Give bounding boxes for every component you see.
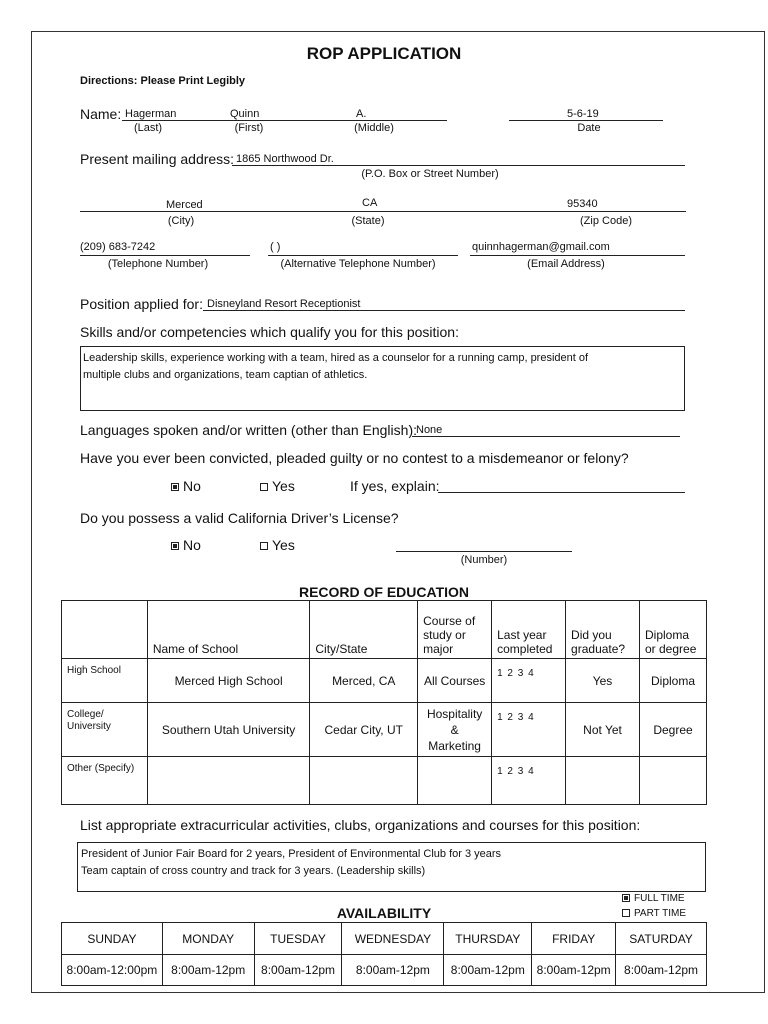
city-caption: (City) xyxy=(167,215,195,227)
form-title: ROP APPLICATION xyxy=(306,44,462,63)
row-diploma[interactable]: Degree xyxy=(640,703,707,757)
email-line xyxy=(470,255,685,256)
address-label: Present mailing address: xyxy=(80,151,235,167)
table-row xyxy=(62,659,707,703)
availability-table xyxy=(61,922,707,986)
license-no-option[interactable] xyxy=(171,537,201,553)
row-graduate[interactable]: Not Yet xyxy=(566,703,640,757)
date-value[interactable]: 5-6-19 xyxy=(567,108,599,120)
course-header: Course of study or major xyxy=(418,601,492,659)
conviction-no-option[interactable] xyxy=(171,478,201,494)
school-header: Name of School xyxy=(147,601,310,659)
license-no-checkbox[interactable] xyxy=(171,542,179,550)
day-header: FRIDAY xyxy=(532,923,616,955)
row-course[interactable]: Hospitality & Marketing xyxy=(418,703,492,757)
table-row xyxy=(62,757,707,805)
activities-line-2: Team captain of cross country and track for 3 years. (Leadership skills) xyxy=(81,865,426,877)
conviction-yes-checkbox[interactable] xyxy=(260,483,268,491)
position-label: Position applied for: xyxy=(80,296,203,312)
row-school[interactable]: Southern Utah University xyxy=(147,703,310,757)
row-years[interactable] xyxy=(492,703,566,757)
city-header: City/State xyxy=(310,601,418,659)
row-years[interactable] xyxy=(492,659,566,703)
street-line xyxy=(232,165,685,166)
date-caption: Date xyxy=(577,122,601,134)
year-header: Last year completed xyxy=(492,601,566,659)
conviction-no-checkbox[interactable] xyxy=(171,483,179,491)
hours-cell[interactable]: 8:00am-12pm xyxy=(616,955,707,986)
row-years-text: 1 2 3 4 xyxy=(497,668,535,679)
row-level: Other (Specify) xyxy=(62,757,148,805)
conviction-question: Have you ever been convicted, pleaded guilty or no contest to a misdemeanor or felony? xyxy=(80,450,629,466)
alt-phone-line xyxy=(268,255,458,256)
row-diploma[interactable]: Diploma xyxy=(640,659,707,703)
row-diploma[interactable] xyxy=(640,757,707,805)
activities-textbox[interactable] xyxy=(77,842,706,892)
skills-textbox[interactable] xyxy=(80,346,685,411)
directions-text: Directions: Please Print Legibly xyxy=(80,75,246,87)
position-line xyxy=(203,310,685,311)
languages-label: Languages spoken and/or written (other than English): xyxy=(80,422,417,438)
row-level: College/ University xyxy=(62,703,148,757)
name-label: Name: xyxy=(80,106,122,122)
email-value[interactable]: quinnhagerman@gmail.com xyxy=(472,241,610,253)
license-number-caption: (Number) xyxy=(460,554,508,566)
row-years-text: 1 2 3 4 xyxy=(497,766,535,777)
row-graduate[interactable] xyxy=(566,757,640,805)
education-table xyxy=(61,600,707,805)
street-caption: (P.O. Box or Street Number) xyxy=(361,168,499,180)
hours-cell[interactable]: 8:00am-12pm xyxy=(254,955,342,986)
skills-line-2: multiple clubs and organizations, team captian of athletics. xyxy=(83,369,368,381)
license-yes-checkbox[interactable] xyxy=(260,542,268,550)
conviction-no-label: No xyxy=(183,478,201,494)
explain-line[interactable] xyxy=(438,492,685,493)
license-no-label: No xyxy=(183,537,201,553)
row-years[interactable] xyxy=(492,757,566,805)
hours-cell[interactable]: 8:00am-12pm xyxy=(444,955,532,986)
graduate-header: Did you graduate? xyxy=(566,601,640,659)
diploma-header: Diploma or degree xyxy=(640,601,707,659)
day-header: THURSDAY xyxy=(444,923,532,955)
hours-cell[interactable]: 8:00am-12:00pm xyxy=(62,955,163,986)
street-value[interactable]: 1865 Northwood Dr. xyxy=(236,153,334,165)
license-yes-option[interactable] xyxy=(260,537,295,553)
activities-line-1: President of Junior Fair Board for 2 years, President of Environmental Club for 3 years xyxy=(81,848,502,860)
hours-row xyxy=(62,955,707,986)
skills-label: Skills and/or competencies which qualify you for this position: xyxy=(80,324,459,340)
phone-line xyxy=(80,255,250,256)
row-level: High School xyxy=(62,659,148,703)
phone-value[interactable]: (209) 683-7242 xyxy=(80,241,156,253)
alt-phone-value[interactable]: ( ) xyxy=(270,241,281,253)
city-state-zip-line xyxy=(80,211,686,212)
row-course[interactable] xyxy=(418,757,492,805)
availability-title: AVAILABILITY xyxy=(336,905,432,921)
middle-caption: (Middle) xyxy=(354,122,394,134)
education-title: RECORD OF EDUCATION xyxy=(298,584,470,600)
row-school[interactable]: Merced High School xyxy=(147,659,310,703)
conviction-yes-label: Yes xyxy=(272,478,295,494)
full-time-label: FULL TIME xyxy=(634,893,685,904)
part-time-label: PART TIME xyxy=(634,908,687,919)
full-time-checkbox[interactable] xyxy=(622,894,630,902)
city-value[interactable]: Merced xyxy=(166,199,203,211)
state-caption: (State) xyxy=(351,215,385,227)
row-city[interactable] xyxy=(310,757,418,805)
day-header: TUESDAY xyxy=(254,923,342,955)
alt-phone-caption: (Alternative Telephone Number) xyxy=(280,258,436,270)
row-years-text: 1 2 3 4 xyxy=(497,712,535,723)
license-question: Do you possess a valid California Driver’s License? xyxy=(80,510,399,526)
day-header: SUNDAY xyxy=(62,923,163,955)
hours-cell[interactable]: 8:00am-12pm xyxy=(342,955,444,986)
level-header xyxy=(62,601,148,659)
languages-value[interactable]: None xyxy=(416,424,443,436)
hours-cell[interactable]: 8:00am-12pm xyxy=(162,955,254,986)
day-header: MONDAY xyxy=(162,923,254,955)
first-caption: (First) xyxy=(234,122,264,134)
zip-value[interactable]: 95340 xyxy=(567,198,598,210)
table-row xyxy=(62,703,707,757)
last-name-value[interactable]: Hagerman xyxy=(125,108,177,120)
conviction-yes-option[interactable] xyxy=(260,478,295,494)
day-header: WEDNESDAY xyxy=(342,923,444,955)
state-value[interactable]: CA xyxy=(362,197,378,209)
hours-cell[interactable]: 8:00am-12pm xyxy=(532,955,616,986)
middle-name-value[interactable]: A. xyxy=(356,108,367,120)
position-value[interactable]: Disneyland Resort Receptionist xyxy=(207,298,361,310)
phone-caption: (Telephone Number) xyxy=(107,258,209,270)
name-line xyxy=(122,120,447,121)
row-course[interactable]: All Courses xyxy=(418,659,492,703)
email-caption: (Email Address) xyxy=(527,258,605,270)
last-caption: (Last) xyxy=(133,122,163,134)
activities-label: List appropriate extracurricular activities, clubs, organizations and courses for this position: xyxy=(80,817,641,833)
explain-label: If yes, explain: xyxy=(350,478,440,494)
skills-line-1: Leadership skills, experience working with a team, hired as a counselor for a running camp, president of xyxy=(83,352,589,364)
days-row xyxy=(62,923,707,955)
row-graduate[interactable]: Yes xyxy=(566,659,640,703)
license-number-line[interactable] xyxy=(396,551,572,552)
languages-line xyxy=(412,436,680,437)
row-city[interactable]: Merced, CA xyxy=(310,659,418,703)
full-time-option[interactable] xyxy=(622,893,685,904)
row-school[interactable] xyxy=(147,757,310,805)
day-header: SATURDAY xyxy=(616,923,707,955)
first-name-value[interactable]: Quinn xyxy=(230,108,260,120)
zip-caption: (Zip Code) xyxy=(580,215,632,227)
date-line xyxy=(509,120,663,121)
license-yes-label: Yes xyxy=(272,537,295,553)
education-header-row xyxy=(62,601,707,659)
row-city[interactable]: Cedar City, UT xyxy=(310,703,418,757)
